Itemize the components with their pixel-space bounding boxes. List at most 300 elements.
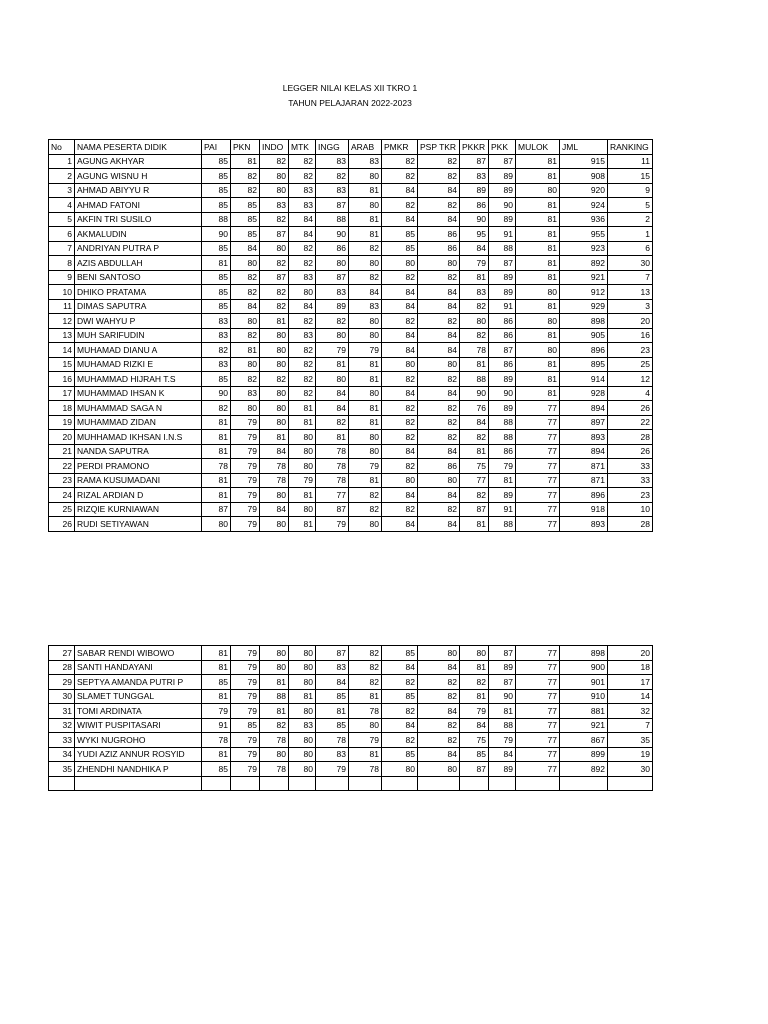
table-cell: 78 [260,733,289,748]
table-row [49,675,653,690]
table-cell: 892 [560,762,608,777]
table-cell: 81 [349,357,382,372]
table-cell: 7 [49,241,75,256]
table-cell: 91 [202,718,231,733]
table-cell: 84 [382,343,418,358]
table-cell: 84 [418,660,460,675]
table-cell: 81 [516,169,560,184]
student-name-cell: DIMAS SAPUTRA [75,299,202,314]
table-cell: 85 [231,198,260,213]
table-cell: 84 [418,444,460,459]
table-cell: 924 [560,198,608,213]
table-cell: 80 [260,401,289,416]
table-cell: 80 [231,314,260,329]
table-cell: 82 [382,430,418,445]
empty-cell [260,776,289,791]
table-cell: 81 [516,227,560,242]
table-cell: 79 [231,430,260,445]
table-cell: 23 [49,473,75,488]
table-cell: 27 [49,646,75,661]
column-header: PMKR [382,140,418,155]
table-cell: 84 [382,444,418,459]
table-cell: 79 [231,689,260,704]
table-cell: 88 [260,689,289,704]
table-cell: 84 [289,227,316,242]
table-cell: 79 [231,704,260,719]
table-cell: 30 [608,762,653,777]
table-cell: 83 [460,285,489,300]
table-cell: 77 [516,401,560,416]
empty-cell [202,776,231,791]
table-row [49,212,653,227]
table-cell: 87 [460,154,489,169]
table-row [49,488,653,503]
table-cell: 81 [202,660,231,675]
table-cell: 90 [316,227,349,242]
table-cell: 78 [316,444,349,459]
column-header: INGG [316,140,349,155]
table-cell: 77 [516,459,560,474]
table-cell: 10 [608,502,653,517]
table-cell: 83 [349,154,382,169]
table-cell: 83 [202,328,231,343]
student-name-cell: MUHAMMAD HIJRAH T.S [75,372,202,387]
table-cell: 84 [382,328,418,343]
table-cell: 82 [231,372,260,387]
table-cell: 85 [231,718,260,733]
student-name-cell: AHMAD ABIYYU R [75,183,202,198]
table-cell: 80 [316,372,349,387]
table-cell: 83 [289,328,316,343]
table-cell: 82 [382,675,418,690]
table-cell: 85 [460,747,489,762]
table-cell: 85 [202,762,231,777]
table-cell: 85 [231,227,260,242]
table-row [49,473,653,488]
table-cell: 914 [560,372,608,387]
table-cell: 79 [349,733,382,748]
table-row [49,198,653,213]
table-cell: 80 [260,343,289,358]
table-cell: 77 [516,660,560,675]
table-cell: 80 [289,704,316,719]
table-cell: 78 [349,704,382,719]
table-cell: 85 [382,689,418,704]
table-cell: 81 [460,660,489,675]
table-cell: 81 [489,473,516,488]
table-cell: 79 [231,733,260,748]
table-cell: 81 [516,270,560,285]
table-cell: 81 [516,357,560,372]
table-cell: 81 [460,517,489,532]
table-cell: 91 [489,227,516,242]
table-cell: 955 [560,227,608,242]
table-cell: 897 [560,415,608,430]
empty-cell [289,776,316,791]
table-cell: 82 [289,169,316,184]
empty-row [49,776,653,791]
table-cell: 84 [460,241,489,256]
table-cell: 35 [608,733,653,748]
table-cell: 87 [316,198,349,213]
table-cell: 82 [289,256,316,271]
empty-cell [349,776,382,791]
column-header: NAMA PESERTA DIDIK [75,140,202,155]
table-cell: 8 [49,256,75,271]
table-cell: 80 [316,256,349,271]
table-cell: 78 [260,473,289,488]
student-name-cell: ZHENDHI NANDHIKA P [75,762,202,777]
table-cell: 88 [489,718,516,733]
table-cell: 35 [49,762,75,777]
table-cell: 83 [202,314,231,329]
table-cell: 79 [231,747,260,762]
table-cell: 22 [608,415,653,430]
student-name-cell: RIZAL ARDIAN D [75,488,202,503]
table-cell: 80 [289,285,316,300]
table-cell: 79 [231,675,260,690]
table-cell: 79 [231,459,260,474]
table-cell: 78 [349,762,382,777]
table-cell: 80 [231,401,260,416]
table-cell: 30 [49,689,75,704]
table-cell: 80 [260,646,289,661]
table-cell: 19 [49,415,75,430]
table-cell: 82 [349,675,382,690]
table-cell: 82 [382,372,418,387]
table-cell: 90 [489,689,516,704]
student-name-cell: BENI SANTOSO [75,270,202,285]
student-name-cell: AGUNG AKHYAR [75,154,202,169]
table-cell: 77 [516,488,560,503]
table-cell: 87 [489,646,516,661]
table-cell: 81 [349,212,382,227]
table-cell: 81 [202,430,231,445]
table-cell: 80 [289,675,316,690]
student-name-cell: PERDI PRAMONO [75,459,202,474]
table-cell: 81 [289,415,316,430]
table-cell: 80 [382,473,418,488]
table-cell: 81 [289,517,316,532]
table-cell: 80 [260,183,289,198]
table-cell: 5 [49,212,75,227]
table-cell: 80 [349,198,382,213]
table-cell: 82 [349,660,382,675]
table-cell: 84 [289,212,316,227]
table-cell: 82 [289,154,316,169]
table-cell: 34 [49,747,75,762]
table-cell: 80 [289,459,316,474]
table-cell: 77 [516,689,560,704]
table-cell: 82 [460,430,489,445]
table-cell: 80 [316,328,349,343]
table-cell: 80 [349,314,382,329]
column-header: No [49,140,75,155]
student-name-cell: MUHHAMAD IKHSAN I.N.S [75,430,202,445]
table-cell: 78 [316,473,349,488]
table-cell: 82 [382,415,418,430]
table-cell: 896 [560,488,608,503]
table-cell: 32 [608,704,653,719]
table-cell: 85 [202,198,231,213]
table-cell: 81 [202,444,231,459]
table-row [49,343,653,358]
empty-cell [560,776,608,791]
table-cell: 32 [49,718,75,733]
table-row [49,718,653,733]
table-cell: 87 [489,256,516,271]
student-name-cell: AKFIN TRI SUSILO [75,212,202,227]
table-cell: 28 [608,517,653,532]
table-cell: 81 [260,675,289,690]
table-cell: 895 [560,357,608,372]
table-cell: 77 [516,502,560,517]
table-cell: 80 [349,718,382,733]
table-cell: 78 [202,733,231,748]
table-cell: 79 [231,660,260,675]
table-cell: 12 [49,314,75,329]
table-cell: 77 [516,444,560,459]
table-cell: 82 [202,343,231,358]
table-cell: 84 [260,502,289,517]
table-cell: 17 [608,675,653,690]
table-cell: 83 [260,198,289,213]
table-cell: 82 [349,488,382,503]
table-cell: 82 [349,502,382,517]
table-cell: 31 [49,704,75,719]
table-cell: 89 [489,270,516,285]
table-cell: 84 [418,488,460,503]
table-cell: 84 [231,299,260,314]
table-cell: 87 [316,502,349,517]
table-cell: 89 [460,183,489,198]
table-cell: 24 [49,488,75,503]
student-name-cell: MUH SARIFUDIN [75,328,202,343]
table-row [49,415,653,430]
table-row [49,517,653,532]
table-cell: 85 [231,212,260,227]
column-header: INDO [260,140,289,155]
table-cell: 81 [202,646,231,661]
table-cell: 77 [516,762,560,777]
table-cell: 80 [289,444,316,459]
student-name-cell: ANDRIYAN PUTRA P [75,241,202,256]
table-cell: 82 [418,502,460,517]
table-cell: 82 [231,169,260,184]
table-cell: 30 [608,256,653,271]
student-name-cell: MUHAMMAD SAGA N [75,401,202,416]
table-cell: 82 [260,299,289,314]
table-cell: 79 [316,343,349,358]
table-cell: 79 [231,646,260,661]
table-cell: 1 [49,154,75,169]
table-cell: 929 [560,299,608,314]
table-cell: 76 [460,401,489,416]
table-cell: 82 [418,270,460,285]
table-cell: 6 [49,227,75,242]
student-name-cell: RUDI SETIYAWAN [75,517,202,532]
student-name-cell: RAMA KUSUMADANI [75,473,202,488]
student-name-cell: SANTI HANDAYANI [75,660,202,675]
table-cell: 86 [489,444,516,459]
table-cell: 83 [316,183,349,198]
table-cell: 2 [608,212,653,227]
table-cell: 82 [418,733,460,748]
table-cell: 87 [260,227,289,242]
table-cell: 77 [516,747,560,762]
table-cell: 900 [560,660,608,675]
table-cell: 82 [316,169,349,184]
table-cell: 80 [202,517,231,532]
table-cell: 82 [418,430,460,445]
table-cell: 85 [202,675,231,690]
table-cell: 86 [460,198,489,213]
table-cell: 17 [49,386,75,401]
table-cell: 80 [349,328,382,343]
table-cell: 82 [460,488,489,503]
table-cell: 80 [349,169,382,184]
table-row [49,183,653,198]
table-cell: 83 [316,285,349,300]
table-cell: 89 [489,285,516,300]
table-row [49,227,653,242]
student-name-cell: MUHAMMAD ZIDAN [75,415,202,430]
table-cell: 82 [382,169,418,184]
table-cell: 3 [49,183,75,198]
table-cell: 83 [316,660,349,675]
table-cell: 90 [460,386,489,401]
table-cell: 14 [49,343,75,358]
table-cell: 84 [316,401,349,416]
table-cell: 80 [289,762,316,777]
table-cell: 80 [260,328,289,343]
table-cell: 80 [260,169,289,184]
table-row [49,270,653,285]
table-cell: 90 [202,227,231,242]
table-row [49,314,653,329]
table-cell: 82 [231,328,260,343]
table-row [49,357,653,372]
table-cell: 81 [460,444,489,459]
table-cell: 88 [202,212,231,227]
table-cell: 82 [202,401,231,416]
table-cell: 79 [231,762,260,777]
table-cell: 78 [316,733,349,748]
table-cell: 87 [316,646,349,661]
table-cell: 81 [516,299,560,314]
table-cell: 82 [418,314,460,329]
table-cell: 13 [608,285,653,300]
table-cell: 77 [516,718,560,733]
table-cell: 83 [231,386,260,401]
table-cell: 85 [202,183,231,198]
table-cell: 28 [608,430,653,445]
table-cell: 80 [260,747,289,762]
table-cell: 77 [316,488,349,503]
table-cell: 80 [382,256,418,271]
table-cell: 86 [418,459,460,474]
table-cell: 81 [202,747,231,762]
table-cell: 79 [289,473,316,488]
table-cell: 81 [489,704,516,719]
table-cell: 910 [560,689,608,704]
table-row [49,372,653,387]
table-cell: 89 [489,169,516,184]
table-cell: 871 [560,473,608,488]
table-cell: 7 [608,718,653,733]
table-cell: 81 [202,473,231,488]
table-cell: 81 [349,401,382,416]
table-cell: 84 [418,747,460,762]
table-cell: 25 [608,357,653,372]
table-cell: 82 [418,675,460,690]
student-name-cell: WIWIT PUSPITASARI [75,718,202,733]
table-cell: 14 [608,689,653,704]
table-cell: 77 [516,517,560,532]
table-row [49,444,653,459]
table-cell: 4 [608,386,653,401]
table-cell: 82 [418,169,460,184]
table-cell: 81 [460,270,489,285]
student-name-cell: MUHAMAD RIZKI E [75,357,202,372]
table-cell: 83 [460,169,489,184]
table-cell: 81 [516,256,560,271]
student-name-cell: TOMI ARDINATA [75,704,202,719]
table-cell: 16 [608,328,653,343]
table-cell: 81 [516,154,560,169]
table-cell: 80 [418,357,460,372]
table-cell: 893 [560,430,608,445]
table-row [49,646,653,661]
table-cell: 80 [231,357,260,372]
student-name-cell: WYKI NUGROHO [75,733,202,748]
table-cell: 84 [382,285,418,300]
table-cell: 11 [49,299,75,314]
table-cell: 79 [231,488,260,503]
table-cell: 871 [560,459,608,474]
table-cell: 894 [560,444,608,459]
report-title: LEGGER NILAI KELAS XII TKRO 1 [282,83,418,93]
table-cell: 80 [349,430,382,445]
student-name-cell: DHIKO PRATAMA [75,285,202,300]
table-cell: 80 [260,415,289,430]
table-cell: 84 [316,675,349,690]
table-cell: 85 [382,646,418,661]
table-cell: 82 [316,415,349,430]
empty-cell [418,776,460,791]
table-cell: 84 [418,386,460,401]
table-cell: 90 [489,198,516,213]
table-cell: 84 [418,328,460,343]
table-cell: 918 [560,502,608,517]
table-cell: 894 [560,401,608,416]
empty-cell [516,776,560,791]
table-cell: 20 [608,646,653,661]
table-cell: 80 [516,343,560,358]
table-cell: 81 [316,704,349,719]
table-cell: 81 [202,488,231,503]
table-cell: 82 [289,386,316,401]
table-cell: 79 [349,459,382,474]
table-cell: 12 [608,372,653,387]
table-cell: 82 [349,270,382,285]
table-cell: 91 [489,502,516,517]
table-cell: 898 [560,314,608,329]
table-cell: 28 [49,660,75,675]
table-cell: 84 [382,386,418,401]
table-cell: 83 [289,183,316,198]
table-cell: 33 [608,473,653,488]
